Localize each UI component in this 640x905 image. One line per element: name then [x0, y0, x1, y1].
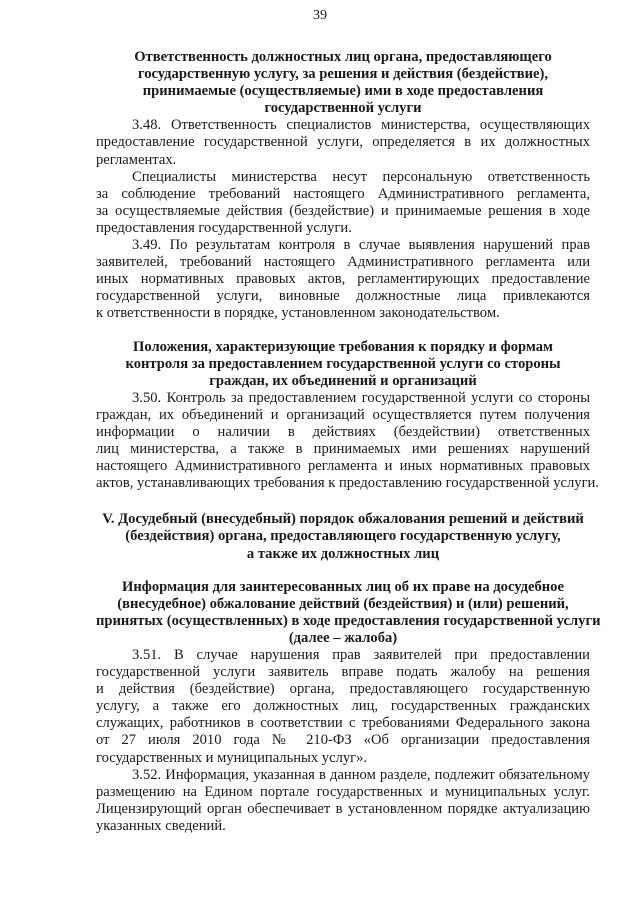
heading-line: контроля за предоставлением государственной услуги со стороны — [125, 355, 561, 372]
text-line: 3.48. Ответственность специалистов министерства, осуществляющих — [132, 117, 590, 134]
text-line: размещению на Едином портале государственных и муниципальных услуг. — [96, 783, 590, 800]
text-line: от 27 июля 2010 года № 210-ФЗ «Об организации предоставления — [96, 732, 590, 749]
heading-line: а также их должностных лиц — [246, 545, 440, 562]
text-line: и действия (бездействие) органа, предоставляющего государственную — [96, 681, 590, 698]
heading-line: V. Досудебный (внесудебный) порядок обжалования решений и действий — [102, 511, 584, 528]
heading-section-v — [96, 511, 590, 562]
heading-line: (бездействия) органа, предоставляющего государственную услугу, — [125, 528, 561, 545]
paragraph-3-49 — [96, 237, 590, 322]
heading-line: Положения, характеризующие требования к порядку и формам — [133, 338, 553, 355]
heading-line: Ответственность должностных лиц органа, предоставляющего — [134, 49, 552, 65]
text-line: государственных и муниципальных услуг». — [96, 749, 368, 766]
heading-line: (далее – жалоба) — [288, 629, 398, 646]
heading-line: принятых (осуществленных) в ходе предоставления государственной услуги — [96, 612, 601, 629]
text-line: настоящего Административного регламента и иных нормативных правовых — [96, 458, 590, 475]
heading-control-provisions — [96, 339, 590, 390]
text-line: граждан, их объединений и организаций осуществляется путем получения — [96, 406, 590, 423]
text-line: заявителей, требований настоящего Административного регламента или — [96, 254, 590, 271]
text-line: за соблюдение требований настоящего Административного регламента, — [96, 185, 590, 202]
heading-line: принимаемые (осуществляемые) ими в ходе предоставления — [142, 83, 544, 100]
paragraph-3-52 — [96, 767, 590, 835]
document-body — [96, 49, 601, 835]
text-line: 3.52. Информация, указанная в данном разделе, подлежит обязательному — [132, 766, 590, 783]
text-line: государственной услуги, виновные должностные лица привлекаются — [96, 288, 590, 305]
heading-line: Информация для заинтересованных лиц об их праве на досудебное — [122, 578, 564, 595]
text-line: иных нормативных правовых актов, регламентирующих предоставление — [96, 271, 590, 288]
heading-line: государственной услуги — [264, 100, 422, 117]
text-line: государственной услуги заявитель вправе подать жалобу на решения — [96, 664, 590, 681]
heading-complaint-info — [96, 578, 601, 647]
text-line: служащих, работников в соответствии с требованиями Федерального закона — [96, 715, 590, 732]
text-line: регламентах. — [96, 151, 177, 168]
text-line: 3.49. По результатам контроля в случае выявления нарушений прав — [132, 237, 590, 254]
heading-line: государственную услугу, за решения и действия (бездействие), — [137, 66, 549, 83]
heading-line: граждан, их объединений и организаций — [209, 372, 477, 389]
text-line: услугу, а также его должностных лиц, государственных гражданских — [96, 698, 590, 715]
text-line: информации о наличии в действиях (бездействии) ответственных — [96, 423, 590, 440]
heading-line: (внесудебное) обжалование действий (бездействия) и (или) решений, — [117, 595, 569, 612]
heading-responsibility — [96, 49, 590, 117]
text-line: лиц министерства, а также в принимаемых ими решениях нарушений — [96, 441, 590, 458]
paragraph-3-50 — [96, 389, 600, 493]
paragraph-3-51 — [96, 647, 590, 767]
text-line: предоставление государственной услуги, определяется в их должностных — [96, 134, 590, 151]
text-line: указанных сведений. — [96, 817, 226, 834]
paragraph-specialists — [96, 169, 590, 237]
text-line: актов, устанавливающих требования к предоставлению государственной услуги. — [96, 475, 600, 492]
text-line: предоставления государственной услуги. — [96, 219, 352, 236]
text-line: за осуществляемые действия (бездействие) и принимаемые решения в ходе — [96, 202, 590, 219]
text-line: Специалисты министерства несут персональную ответственность — [132, 168, 590, 185]
page-number: 39 — [313, 8, 327, 23]
text-line: 3.51. В случае нарушения прав заявителей при предоставлении — [132, 647, 590, 663]
text-line: к ответственности в порядке, установленном законодательством. — [96, 305, 500, 322]
text-line: Лицензирующий орган обеспечивает в установленном порядке актуализацию — [96, 800, 590, 817]
text-line: 3.50. Контроль за предоставлением государственной услуги со стороны — [132, 389, 590, 406]
paragraph-3-48 — [96, 117, 590, 168]
